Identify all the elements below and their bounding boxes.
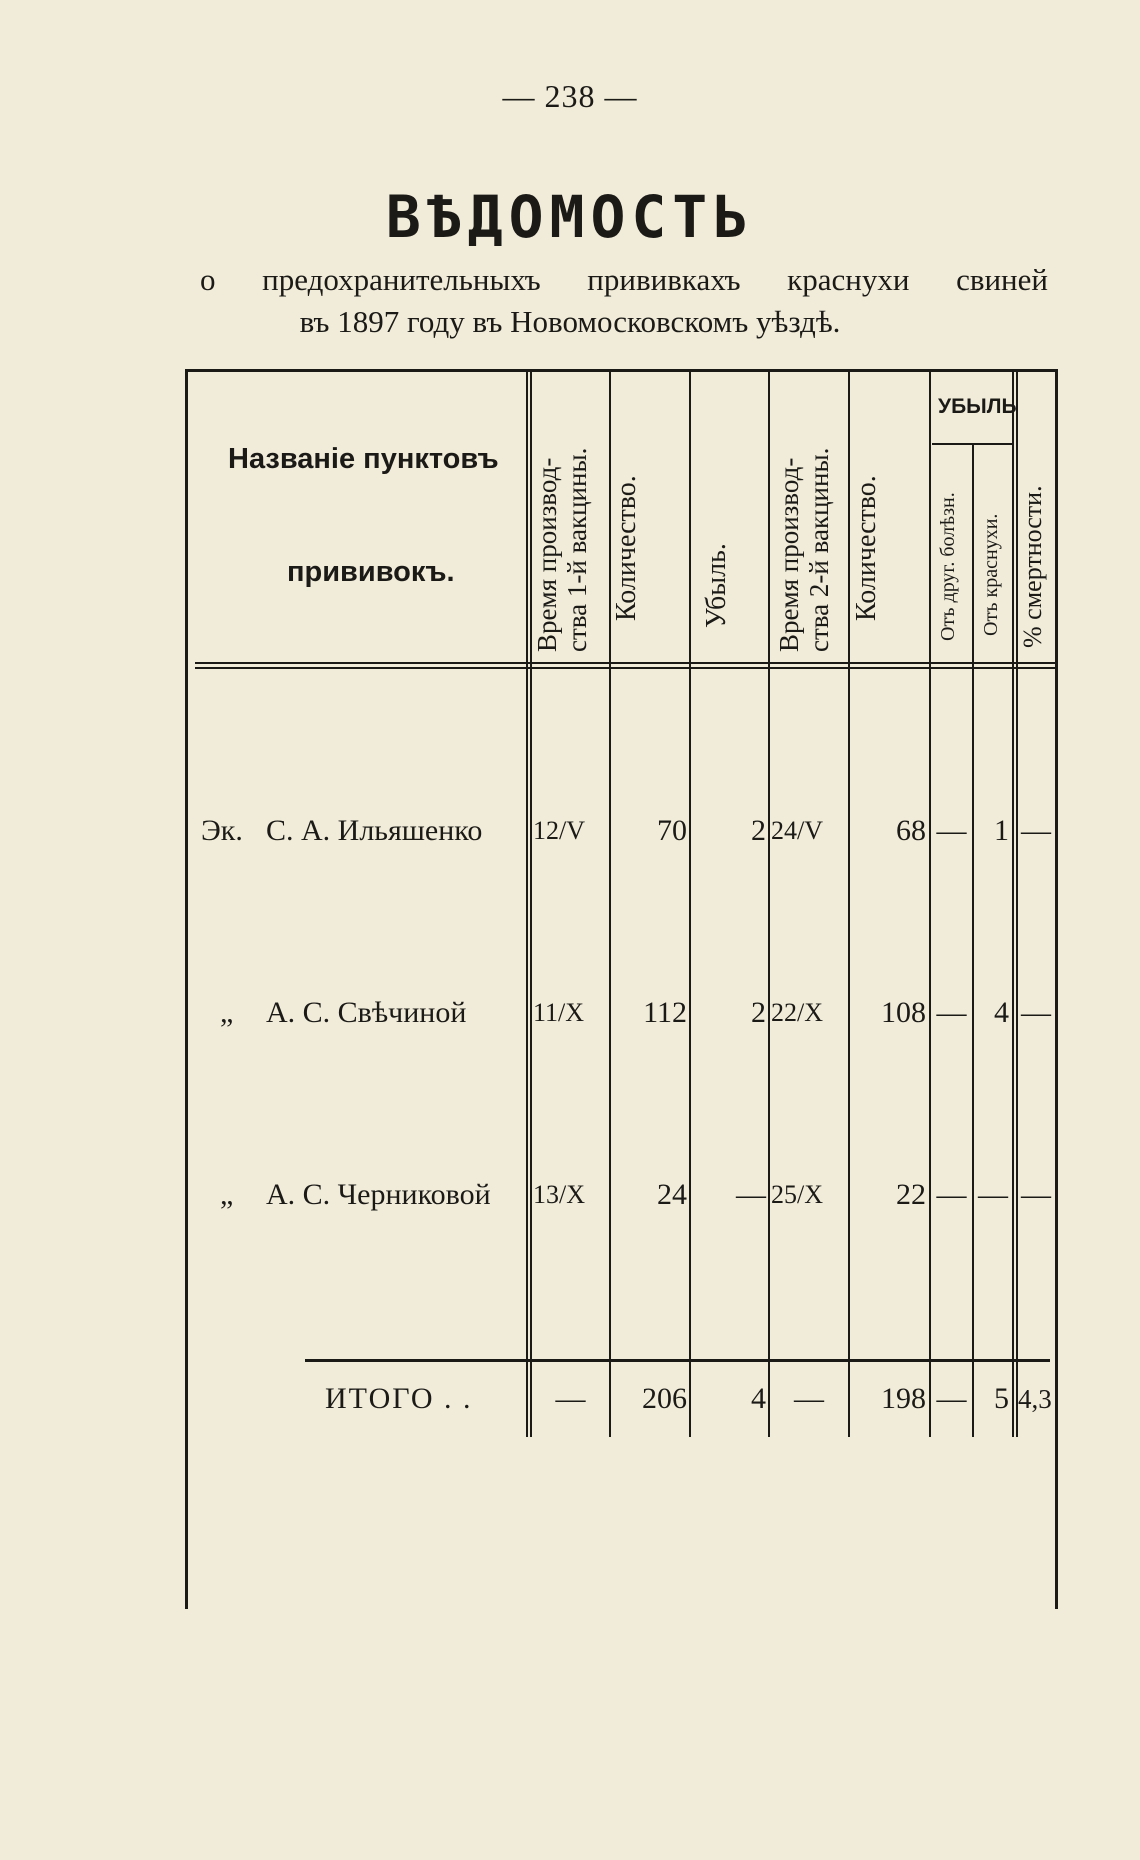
row-prefix: „ [220, 1178, 234, 1211]
document-subtitle-line-1: о предохранительныхъ прививкахъ краснухи свиней [200, 262, 1048, 297]
document-subtitle-line-2: въ 1897 году въ Новомосковскомъ уѣздѣ. [299, 304, 841, 339]
row-time2: 22/X [771, 998, 823, 1027]
col-divider [972, 445, 974, 1437]
row-time1: 11/X [533, 998, 585, 1027]
header-loss-other: Отъ друг. болѣзн. [937, 492, 959, 641]
row-mortality: — [1021, 996, 1051, 1029]
header-mortality: % смертности. [1018, 485, 1047, 648]
row-loss-erysipelas: 4 [994, 996, 1009, 1029]
row-prefix: „ [220, 996, 234, 1029]
row-loss-erysipelas: — [978, 1178, 1008, 1211]
row-name: С. А. Ильяшенко [266, 814, 483, 847]
header-time1-line-1: Время производ- [532, 457, 562, 652]
total-qty1: 206 [642, 1382, 687, 1415]
row-loss1: 2 [751, 996, 766, 1029]
row-qty2: 108 [881, 996, 926, 1029]
row-qty1: 112 [643, 996, 687, 1029]
col-divider [1012, 372, 1014, 1437]
header-time2-line-2: ства 2-й вакцины. [804, 447, 835, 652]
table-right-rule [1055, 369, 1058, 1609]
row-loss-other: — [936, 814, 967, 847]
row-name: А. С. Свѣчиной [266, 996, 467, 1029]
row-qty2: 22 [896, 1178, 926, 1211]
header-loss1: Убыль. [701, 543, 732, 628]
col-divider [929, 372, 931, 1437]
total-time2: — [794, 1382, 824, 1415]
col-divider [768, 372, 770, 1437]
header-time1 [532, 412, 606, 652]
row-time2: 25/X [771, 1180, 823, 1209]
page-number: — 238 — [502, 78, 638, 114]
header-loss-group: УБЫЛЬ [938, 395, 1017, 418]
document-title: ВѢДОМОСТЬ [385, 183, 755, 251]
row-qty1: 24 [657, 1178, 687, 1211]
row-loss-erysipelas: 1 [994, 814, 1009, 847]
header-rule-upper [195, 662, 1055, 664]
row-time2: 24/V [771, 816, 823, 845]
total-loss1: 4 [751, 1382, 766, 1415]
row-time1: 13/X [533, 1180, 585, 1209]
row-name: А. С. Черниковой [266, 1178, 491, 1211]
header-rule-lower [195, 667, 1055, 669]
row-loss1: — [736, 1178, 766, 1211]
total-loss-erysipelas: 5 [994, 1382, 1009, 1415]
total-rule [305, 1359, 1050, 1362]
table-top-rule [188, 369, 1058, 372]
row-loss1: 2 [751, 814, 766, 847]
table-left-rule [185, 369, 188, 1609]
header-qty2: Количество. [851, 475, 882, 621]
row-mortality: — [1021, 814, 1051, 847]
header-name-line-2: прививокъ. [287, 556, 455, 588]
row-loss-other: — [936, 1178, 967, 1211]
total-label: ИТОГО . . [325, 1382, 473, 1415]
header-time2 [774, 412, 848, 652]
header-time2-line-1: Время производ- [774, 457, 804, 652]
col-divider [526, 372, 528, 1437]
row-mortality: — [1021, 1178, 1051, 1211]
row-qty1: 70 [657, 814, 687, 847]
row-qty2: 68 [896, 814, 926, 847]
header-time1-line-2: ства 1-й вакцины. [562, 447, 593, 652]
col-divider [689, 372, 691, 1437]
total-qty2: 198 [881, 1382, 926, 1415]
row-time1: 12/V [533, 816, 585, 845]
header-loss-erysipelas: Отъ краснухи. [980, 513, 1002, 636]
header-name-line-1: Названіе пунктовъ [228, 443, 499, 475]
total-time1: — [555, 1382, 586, 1415]
row-prefix: Эк. [201, 814, 243, 847]
col-divider [848, 372, 850, 1437]
header-qty1: Количество. [611, 475, 642, 621]
total-mortality: 4,3 [1018, 1384, 1052, 1414]
row-loss-other: — [936, 996, 967, 1029]
total-loss-other: — [936, 1382, 967, 1415]
